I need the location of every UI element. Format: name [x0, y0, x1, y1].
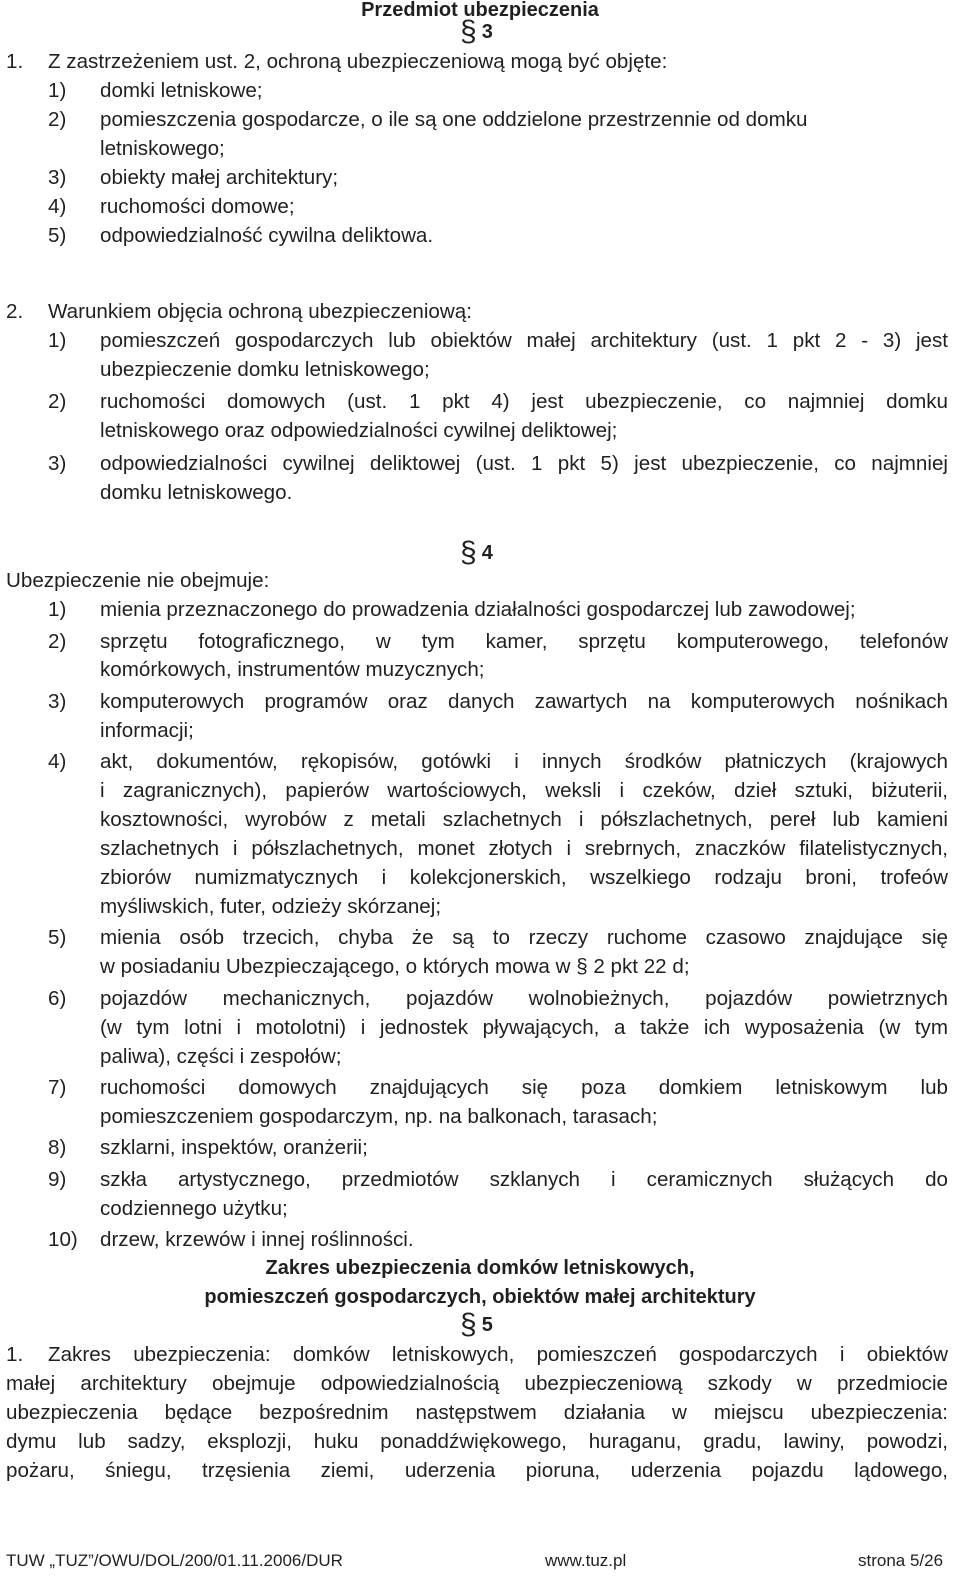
list-item-number: 6): [48, 986, 67, 1010]
point-number: 1.: [6, 50, 24, 73]
list-item-number: 4): [48, 750, 67, 774]
section-heading-subject: Przedmiot ubezpieczenia: [361, 0, 599, 21]
list-item-number: 1): [48, 598, 67, 621]
list-item-number: 2): [48, 629, 67, 653]
list-item-text: letniskowego;: [100, 136, 225, 160]
list-item-text: pomieszczenia gospodarcze, o ile są one oddzielone przestrzennie od domku: [100, 107, 808, 131]
footer-website[interactable]: www.tuz.pl: [545, 1551, 627, 1570]
list-item-text: kosztowności, wyrobów z metali szlachetnych i półszlachetnych, pereł lub kamieni: [100, 808, 948, 832]
list-item-text: pomieszczeń gospodarczych lub obiektów małej architektury (ust. 1 pkt 2 - 3) jest: [100, 329, 948, 352]
list-item-text: domki letniskowe;: [100, 79, 263, 102]
list-item-text: mienia osób trzecich, chyba że są to rzeczy ruchome czasowo znajdujące się: [100, 926, 948, 950]
list-item-text: i zagranicznych), papierów wartościowych, weksli i czeków, dzieł sztuki, biżuterii,: [100, 779, 948, 803]
list-item-text: zbiorów numizmatycznych i kolekcjonerskich, wszelkiego rodzaju broni, trofeów: [100, 865, 948, 889]
list-item-number: 2): [48, 107, 67, 131]
point-number: 1.: [6, 1343, 24, 1366]
list-item-text: ruchomości domowych znajdujących się poza domkiem letniskowym lub: [100, 1076, 948, 1099]
list-item-text: myśliwskich, futer, odzieży skórzanej;: [100, 894, 442, 918]
list-item-text: domku letniskowego.: [100, 480, 293, 504]
paragraph-number-4: § 4: [460, 536, 493, 569]
point-text: Warunkiem objęcia ochroną ubezpieczeniową:: [48, 300, 472, 323]
list-item-text: pojazdów mechanicznych, pojazdów wolnobieżnych, pojazdów powietrznych: [100, 986, 948, 1010]
exclusions-intro: Ubezpieczenie nie obejmuje:: [6, 569, 270, 592]
list-item-number: 3): [48, 689, 67, 713]
list-item-text: drzew, krzewów i innej roślinności.: [100, 1228, 414, 1252]
list-item-number: 5): [48, 223, 67, 247]
scope-text-line: Zakres ubezpieczenia: domków letniskowych, pomieszczeń gospodarczych i obiektów: [48, 1343, 948, 1366]
list-item-text: mienia przeznaczonego do prowadzenia działalności gospodarczej lub zawodowej;: [100, 598, 856, 621]
list-item-text: ubezpieczenie domku letniskowego;: [100, 357, 430, 381]
scope-text-line: pożaru, śniegu, trzęsienia ziemi, uderzenia pioruna, uderzenia pojazdu lądowego,: [6, 1459, 948, 1482]
list-item-number: 10): [48, 1228, 78, 1252]
list-item-text: odpowiedzialności cywilnej deliktowej (ust. 1 pkt 5) jest ubezpieczenie, co najmniej: [100, 451, 948, 475]
scope-text-line: dymu lub sadzy, eksplozji, huku ponaddźwiękowego, huraganu, gradu, lawiny, powodzi,: [6, 1430, 948, 1453]
list-item-text: w posiadaniu Ubezpieczającego, o których mowa w § 2 pkt 22 d;: [100, 955, 690, 979]
list-item-text: pomieszczeniem gospodarczym, np. na balkonach, tarasach;: [100, 1104, 658, 1128]
list-item-text: szlachetnych i półszlachetnych, monet złotych i srebrnych, znaczków filatelistycznych,: [100, 837, 948, 860]
list-item-number: 2): [48, 390, 67, 414]
section-heading-scope-line2: pomieszczeń gospodarczych, obiektów małej architektury: [204, 1286, 756, 1308]
list-item-text: (w tym lotni i motolotni) i jednostek pływających, a także ich wyposażenia (w tym: [100, 1015, 948, 1039]
scope-text-line: ubezpieczenia będące bezpośrednim następstwem działania w miejscu ubezpieczenia:: [6, 1401, 948, 1424]
list-item-number: 4): [48, 194, 67, 218]
list-item-number: 3): [48, 165, 67, 189]
list-item-text: szklarni, inspektów, oranżerii;: [100, 1136, 368, 1160]
list-item-number: 9): [48, 1167, 67, 1191]
list-item-text: codziennego użytku;: [100, 1196, 288, 1220]
list-item-text: sprzętu fotograficznego, w tym kamer, sprzętu komputerowego, telefonów: [100, 629, 948, 653]
list-item-number: 7): [48, 1076, 67, 1099]
scope-text-line: małej architektury obejmuje odpowiedzialnością ubezpieczeniową szkody w przedmiocie: [6, 1372, 948, 1395]
footer-document-code: TUW „TUZ”/OWU/DOL/200/01.11.2006/DUR: [6, 1551, 343, 1570]
list-item-text: obiekty małej architektury;: [100, 165, 339, 189]
list-item-text: komórkowych, instrumentów muzycznych;: [100, 658, 485, 682]
list-item-number: 5): [48, 926, 67, 950]
paragraph-number-5: § 5: [460, 1308, 493, 1341]
footer-page-number: strona 5/26: [858, 1551, 944, 1570]
list-item-number: 1): [48, 329, 67, 352]
point-number: 2.: [6, 300, 24, 323]
point-text: Z zastrzeżeniem ust. 2, ochroną ubezpieczeniową mogą być objęte:: [48, 50, 668, 73]
list-item-text: ruchomości domowe;: [100, 194, 295, 218]
list-item-text: akt, dokumentów, rękopisów, gotówki i innych środków płatniczych (krajowych: [100, 750, 948, 774]
list-item-text: ruchomości domowych (ust. 1 pkt 4) jest ubezpieczenie, co najmniej domku: [100, 390, 948, 414]
list-item-text: komputerowych programów oraz danych zawartych na komputerowych nośnikach: [100, 689, 948, 713]
list-item-number: 1): [48, 79, 67, 102]
section-heading-scope-line1: Zakres ubezpieczenia domków letniskowych,: [265, 1257, 695, 1279]
list-item-number: 3): [48, 451, 67, 475]
list-item-text: informacji;: [100, 718, 194, 742]
list-item-text: szkła artystycznego, przedmiotów szklanych i ceramicznych służących do: [100, 1167, 948, 1191]
list-item-number: 8): [48, 1136, 67, 1160]
paragraph-number-3: § 3: [460, 15, 493, 48]
list-item-text: odpowiedzialność cywilna deliktowa.: [100, 223, 434, 247]
list-item-text: letniskowego oraz odpowiedzialności cywilnej deliktowej;: [100, 419, 618, 443]
list-item-text: paliwa), części i zespołów;: [100, 1044, 342, 1068]
